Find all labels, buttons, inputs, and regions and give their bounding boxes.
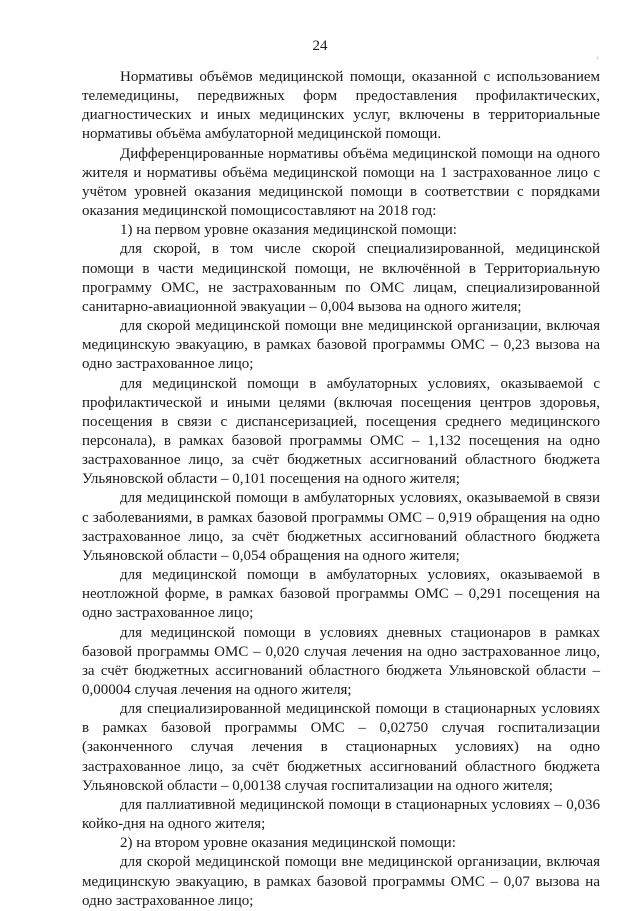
heading-first-level: 1) на первом уровне оказания медицинской помощи: xyxy=(120,222,457,239)
page-number: 24 xyxy=(312,38,328,54)
paragraph-telemedicine-note: Нормативы объёмов медицинской помощи, оказанной с использованием телемедицины, передвижных форм предоставления профилактических, диагностических и иных медицинских услуг, включены в территориальные нормативы объёма амбулаторной медицинской помощи. xyxy=(82,69,600,143)
paragraph-emergency-non-oms: для скорой, в том числе скорой специализированной, медицинской помощи в части медицинской помощи, не включённой в Территориальную программу ОМС, не застрахованным по ОМС лицам, специализированной санитарно-авиационной эвакуации – 0,004 вызова на одного жителя; xyxy=(82,241,600,315)
paragraph-emergency-oms: для скорой медицинской помощи вне медицинской организации, включая медицинскую эвакуацию, в рамках базовой программы ОМС – 0,23 вызова на одно застрахованное лицо; xyxy=(82,318,600,373)
paragraph-day-hospital: для медицинской помощи в условиях дневных стационаров в рамках базовой программы ОМС – 0,020 случая лечения на одно застрахованное лицо, за счёт бюджетных ассигнований областного бюджета Ульяновской области – 0,00004 случая лечения на одного жителя; xyxy=(82,624,600,698)
paragraph-specialized-inpatient: для специализированной медицинской помощи в стационарных условиях в рамках базовой программы ОМС – 0,02750 случая госпитализации (законченного случая лечения в стационарных условиях) на одно застрахованное лицо, за счёт бюджетных ассигнований областного бюджета Ульяновской области – 0,00138 случая госпитализации на одного жителя; xyxy=(82,701,600,794)
paragraph-emergency-second-level: для скорой медицинской помощи вне медицинской организации, включая медицинскую эвакуацию, в рамках базовой программы ОМС – 0,07 вызова на одно застрахованное лицо; xyxy=(82,854,600,909)
document-body xyxy=(82,68,600,911)
paragraph-outpatient-urgent: для медицинской помощи в амбулаторных условиях, оказываемой в неотложной форме, в рамках базовой программы ОМС – 0,291 посещения на одно застрахованное лицо; xyxy=(82,567,600,622)
paragraph-differentiated-norms-intro: Дифференцированные нормативы объёма медицинской помощи на одного жителя и нормативы объёма медицинской помощи на 1 застрахованное лицо с учётом уровней оказания медицинской помощи в соответствии с порядками оказания медицинской помощисоставляют на 2018 год: xyxy=(82,145,600,220)
paragraph-outpatient-preventive: для медицинской помощи в амбулаторных условиях, оказываемой с профилактической и иными целями (включая посещения центров здоровья, посещения в связи с диспансеризацией, посещения среднего медицинского персонала), в рамках базовой программы ОМС – 1,132 посещения на одно застрахованное лицо, за счёт бюджетных ассигнований областного бюджета Ульяновской области – 0,101 посещения на одного жителя; xyxy=(82,375,600,488)
paragraph-outpatient-disease: для медицинской помощи в амбулаторных условиях, оказываемой в связи с заболеваниями, в рамках базовой программы ОМС – 0,919 обращения на одно застрахованное лицо, за счёт бюджетных ассигнований областного бюджета Ульяновской области – 0,054 обращения на одного жителя; xyxy=(82,490,600,564)
paragraph-palliative: для паллиативной медицинской помощи в стационарных условиях – 0,036 койко-дня на одного жителя; xyxy=(82,796,600,833)
heading-second-level: 2) на втором уровне оказания медицинской помощи: xyxy=(120,835,456,852)
scan-speck: · xyxy=(596,54,599,63)
